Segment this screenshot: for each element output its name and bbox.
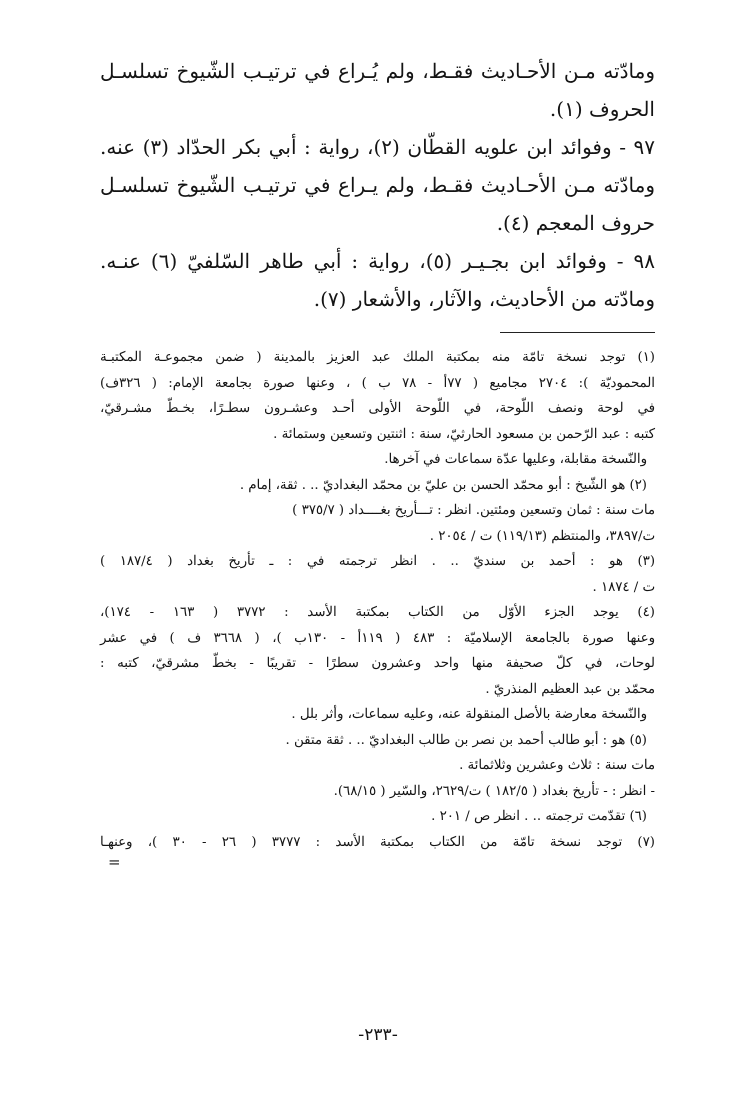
main-text-line: ومادّته من الأحاديث، والآثار، والأشعار (٧). bbox=[313, 287, 655, 311]
footnote-divider bbox=[500, 332, 655, 333]
footnote-line: لوحات، في كلّ صحيفة منها واحد وعشرون سطرًا - تقريبًا - بخطّ مشرقيّ، كتبه : bbox=[100, 656, 655, 671]
footnote-line: (٧) توجد نسخة تامّة من الكتاب بمكتبة الأسد : ٣٧٧٧ ( ٢٦ - ٣٠ )، وعنهـا bbox=[100, 834, 655, 850]
footnotes bbox=[100, 345, 655, 869]
main-text-line: ومادّته مـن الأحـاديث فقـط، ولم يـراع في ترتيـب الشّيوخ تسلسـل bbox=[100, 173, 655, 197]
footnote-line: المحموديّة ): ٢٧٠٤ مجاميع ( ٧٧أ - ٧٨ ب ) ، وعنها صورة بجامعة الإمام: ( ٣٢٦ف) bbox=[100, 375, 655, 391]
main-text-line: ومادّته مـن الأحـاديث فقـط، ولم يُـراع في ترتيـب الشّيوخ تسلسـل bbox=[100, 59, 655, 83]
footnote-line: - انظر : - تأريخ بغداد ( ١٨٢/٥ ) ت/٢٦٢٩، والسّير ( ٦٨/١٥). bbox=[333, 783, 655, 799]
footnote-line: في لوحة ونصف اللّوحة، في اللّوحة الأولى أحـد وعشـرون سطـرًا، بخـطّ مشـرقيّ، bbox=[100, 401, 655, 416]
book-page bbox=[100, 52, 655, 869]
footnote-line: كتبه : عبد الرّحمن بن مسعود الحارثيّ، سنة : اثنتين وتسعين وستمائة . bbox=[273, 426, 655, 442]
footnote-line: ت/٣٨٩٧، والمنتظم (١١٩/١٣) ت / ٢٠٥٤ . bbox=[429, 528, 655, 544]
footnote-line: (٢) هو الشّيخ : أبو محمّد الحسن بن عليّ بن محمّد البغداديّ .. . ثقة، إمام . bbox=[239, 477, 647, 493]
footnote-line: والنّسخة مقابلة، وعليها عدّة سماعات في آخرها. bbox=[384, 452, 647, 467]
footnote-line: (٦) تقدّمت ترجمته .. . انظر ص / ٢٠١ . bbox=[431, 809, 647, 824]
footnote-line: (٥) هو : أبو طالب أحمد بن نصر بن طالب البغداديّ .. . ثقة متقن . bbox=[285, 732, 647, 748]
entry-97: ٩٧ - وفوائد ابن علويه القطّان (٢)، رواية : أبي بكر الحدّاد (٣) عنه. bbox=[100, 135, 655, 159]
main-text-line: حروف المعجم (٤). bbox=[496, 211, 655, 235]
footnote-line: (٣) هو : أحمد بن سنديّ .. . انظر ترجمته في : ـ تأريخ بغداد ( ١٨٧/٤ ) bbox=[100, 554, 656, 569]
footnote-line: مات سنة : ثلاث وعشرين وثلاثمائة . bbox=[459, 758, 655, 773]
continued-mark: = bbox=[108, 853, 121, 871]
footnote-line: وعنها صورة بالجامعة الإسلاميّة : ٤٨٣ ( ١١٩أ - ١٣٠ب )، ( ٣٦٦٨ ف ) في عشر bbox=[100, 630, 655, 646]
main-text-line: الحروف (١). bbox=[549, 97, 655, 121]
footnote-line: (٤) يوجد الجزء الأوّل من الكتاب بمكتبة الأسد : ٣٧٧٢ ( ١٦٣ - ١٧٤)، bbox=[100, 605, 655, 620]
footnote-line: مات سنة : ثمان وتسعين ومئتين. انظر : تـــأريخ بغــــداد ( ٣٧٥/٧ ) bbox=[292, 503, 655, 518]
footnote-line: محمّد بن عبد العظيم المنذريّ . bbox=[485, 681, 655, 697]
page-number: -٢٣٣- bbox=[358, 1025, 398, 1045]
footnote-line: والنّسخة معارضة بالأصل المنقولة عنه، وعليه سماعات، وأثر بلل . bbox=[291, 707, 647, 722]
footnote-line: ت / ١٨٧٤ . bbox=[592, 579, 655, 595]
footnote-line: (١) توجد نسخة تامّة منه بمكتبة الملك عبد العزيز بالمدينة ( ضمن مجموعـة المكتبـة bbox=[100, 350, 655, 365]
entry-98: ٩٨ - وفوائد ابن بجـيـر (٥)، رواية : أبي طاهر السّلفيّ (٦) عنـه. bbox=[100, 249, 655, 273]
